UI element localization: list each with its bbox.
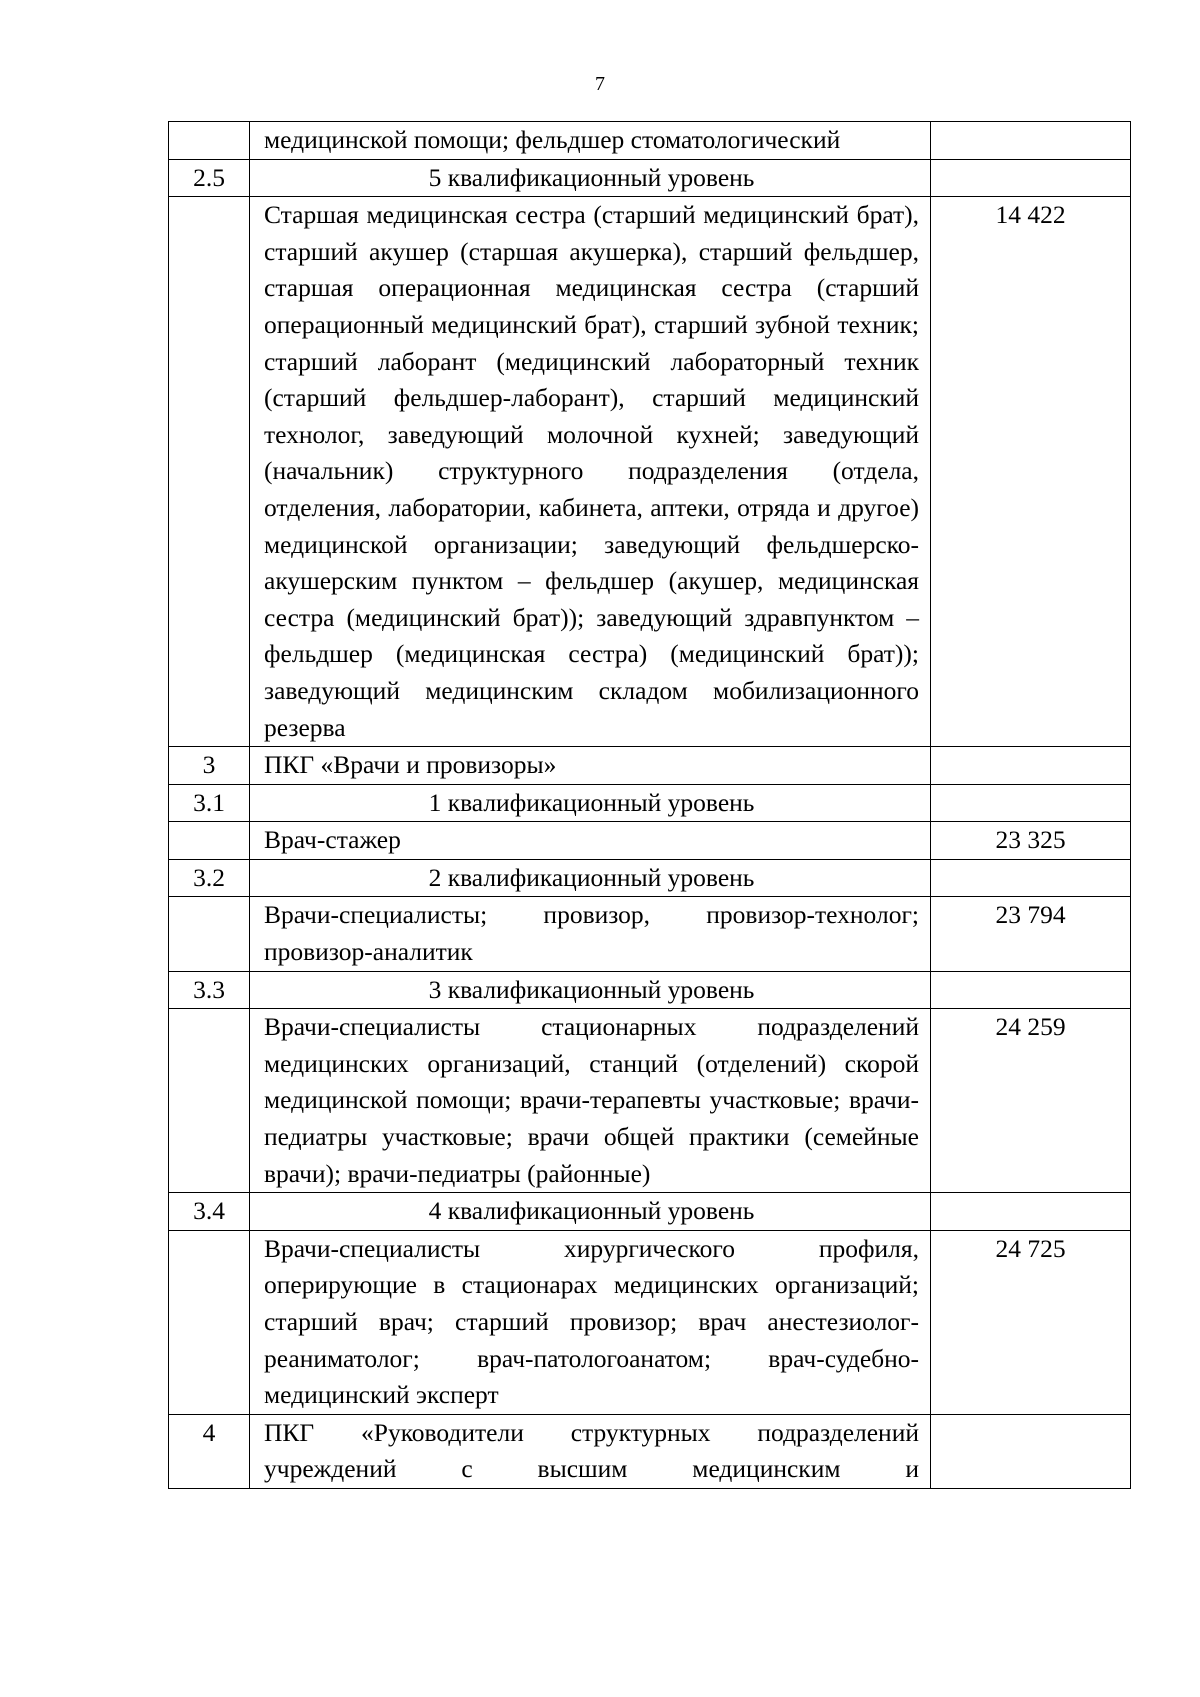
row-salary [931,1414,1131,1488]
table-row [169,822,1131,860]
row-number: 3 [169,747,250,785]
row-description: Врачи-специалисты хирургического профиля, оперирующие в стационарах медицинских организаций; старший врач; старший провизор; врач анестезиолог-реаниматолог; врач-патологоанатом; врач-судебно-медицинский эксперт [250,1230,931,1414]
qualification-level: 2 квалификационный уровень [250,859,931,897]
row-number: 4 [169,1414,250,1488]
row-salary: 23 325 [931,822,1131,860]
row-salary [931,971,1131,1009]
row-number: 3.1 [169,784,250,822]
row-salary: 24 259 [931,1009,1131,1193]
table-row [169,1230,1131,1414]
row-salary [931,1193,1131,1231]
row-number [169,122,250,160]
table-row [169,784,1131,822]
table-row [169,747,1131,785]
row-salary [931,122,1131,160]
row-number: 2.5 [169,159,250,197]
table-row [169,1009,1131,1193]
table-row [169,197,1131,747]
qualification-level: 3 квалификационный уровень [250,971,931,1009]
qualification-level: 1 квалификационный уровень [250,784,931,822]
row-number [169,1230,250,1414]
group-title: ПКГ «Врачи и провизоры» [250,747,931,785]
table-row [169,971,1131,1009]
row-number [169,197,250,747]
row-salary [931,784,1131,822]
qualification-level: 5 квалификационный уровень [250,159,931,197]
group-title-line: ПКГ «Руководители структурных подразделений [264,1417,919,1447]
row-number [169,822,250,860]
row-number: 3.3 [169,971,250,1009]
row-number: 3.2 [169,859,250,897]
row-salary [931,159,1131,197]
group-title-line: учреждений с высшим медицинским и [264,1454,919,1484]
salary-table [168,121,1131,1489]
row-description: Старшая медицинская сестра (старший медицинский брат), старший акушер (старшая акушерка), старший фельдшер, старшая операционная медицинская сестра (старший операционный медицинский брат), старший зубной техник; старший лаборант (медицинский лабораторный техник (старший фельдшер-лаборант), старший медицинский технолог, заведующий молочной кухней; заведующий (начальник) структурного подразделения (отдела, отделения, лаборатории, кабинета, аптеки, отряда и другое) медицинской организации; заведующий фельдшерско-акушерским пунктом – фельдшер (акушер, медицинская сестра (медицинский брат)); заведующий здравпунктом – фельдшер (медицинская сестра) (медицинский брат)); заведующий медицинским складом мобилизационного резерва [250,197,931,747]
row-salary [931,747,1131,785]
row-salary: 23 794 [931,897,1131,971]
group-title [250,1414,931,1488]
table-row [169,1414,1131,1488]
row-salary [931,859,1131,897]
row-description: Врач-стажер [250,822,931,860]
table-row [169,859,1131,897]
row-number [169,897,250,971]
row-number: 3.4 [169,1193,250,1231]
row-number [169,1009,250,1193]
table-row [169,122,1131,160]
table-row [169,1193,1131,1231]
row-salary: 14 422 [931,197,1131,747]
row-description: Врачи-специалисты стационарных подразделений медицинских организаций, станций (отделений) скорой медицинской помощи; врачи-терапевты участковые; врачи-педиатры участковые; врачи общей практики (семейные врачи); врачи-педиатры (районные) [250,1009,931,1193]
row-description: медицинской помощи; фельдшер стоматологический [250,122,931,160]
table-row [169,159,1131,197]
qualification-level: 4 квалификационный уровень [250,1193,931,1231]
row-salary: 24 725 [931,1230,1131,1414]
page-number: 7 [595,73,605,95]
table-row [169,897,1131,971]
row-description: Врачи-специалисты; провизор, провизор-технолог; провизор-аналитик [250,897,931,971]
